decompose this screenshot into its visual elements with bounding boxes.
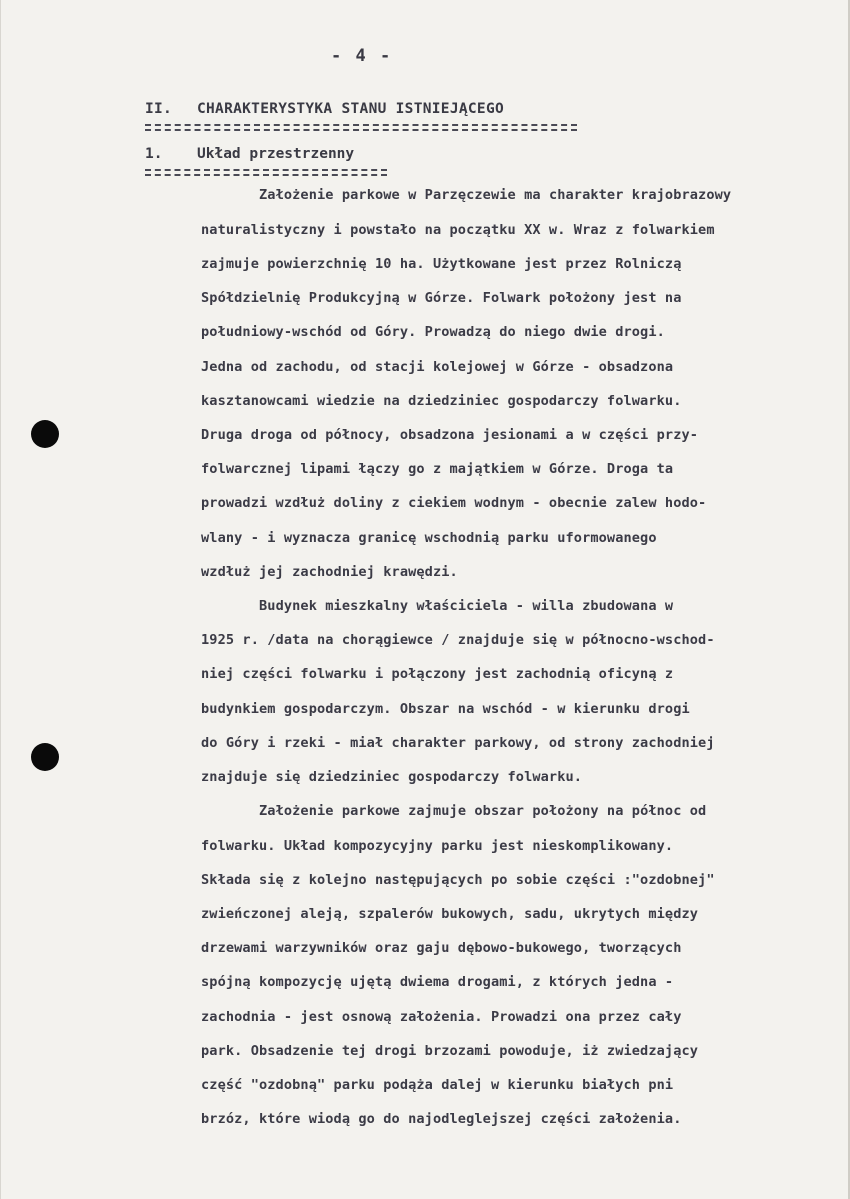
text-line: Budynek mieszkalny właściciela - willa zbudowana w	[259, 598, 674, 614]
text-line: zwieńczonej aleją, szpalerów bukowych, sadu, ukrytych między	[201, 906, 699, 922]
text-line: folwarku. Układ kompozycyjny parku jest nieskomplikowany.	[201, 838, 674, 854]
section-underline	[145, 124, 577, 126]
text-line: część "ozdobną" parku podąża dalej w kierunku białych pni	[201, 1077, 674, 1093]
text-line: zajmuje powierzchnię 10 ha. Użytkowane jest przez Rolniczą	[201, 256, 682, 272]
text-line: Założenie parkowe zajmuje obszar położony na północ od	[259, 803, 707, 819]
text-line: niej części folwarku i połączony jest zachodnią oficyną z	[201, 666, 674, 682]
subsection-number: 1.	[145, 146, 163, 162]
subsection-heading	[145, 146, 354, 162]
text-line: Założenie parkowe w Parzęczewie ma charakter krajobrazowy	[259, 187, 732, 203]
text-line: zachodnia - jest osnową założenia. Prowadzi ona przez cały	[201, 1009, 682, 1025]
section-underline	[145, 129, 577, 131]
text-line: 1925 r. /data na chorągiewce / znajduje się w północno-wschod-	[201, 632, 715, 648]
text-line: wlany - i wyznacza granicę wschodnią parku uformowanego	[201, 530, 657, 546]
punch-hole	[31, 743, 59, 771]
text-line: park. Obsadzenie tej drogi brzozami powoduje, iż zwiedzający	[201, 1043, 699, 1059]
text-line: naturalistyczny i powstało na początku XX w. Wraz z folwarkiem	[201, 222, 715, 238]
text-line: prowadzi wzdłuż doliny z ciekiem wodnym - obecnie zalew hodo-	[201, 495, 707, 511]
text-line: Spółdzielnię Produkcyjną w Górze. Folwark położony jest na	[201, 290, 682, 306]
subsection-title: Układ przestrzenny	[197, 146, 355, 162]
text-line: Składa się z kolejno następujących po sobie części :"ozdobnej"	[201, 872, 715, 888]
text-line: Jedna od zachodu, od stacji kolejowej w Górze - obsadzona	[201, 359, 674, 375]
text-line: znajduje się dziedziniec gospodarczy folwarku.	[201, 769, 583, 785]
subsection-underline	[145, 174, 387, 176]
section-heading	[145, 101, 504, 117]
text-line: drzewami warzywników oraz gaju dębowo-bukowego, tworzących	[201, 940, 682, 956]
text-line: południowy-wschód od Góry. Prowadzą do niego dwie drogi.	[201, 324, 665, 340]
punch-hole	[31, 420, 59, 448]
section-title: CHARAKTERYSTYKA STANU ISTNIEJĄCEGO	[197, 101, 505, 117]
text-line: do Góry i rzeki - miał charakter parkowy, od strony zachodniej	[201, 735, 715, 751]
text-line: budynkiem gospodarczym. Obszar na wschód - w kierunku drogi	[201, 701, 690, 717]
text-line: kasztanowcami wiedzie na dziedziniec gospodarczy folwarku.	[201, 393, 682, 409]
text-line: folwarcznej lipami łączy go z majątkiem w Górze. Droga ta	[201, 461, 674, 477]
text-line: brzóz, które wiodą go do najodleglejszej części założenia.	[201, 1111, 682, 1127]
text-line: Druga droga od północy, obsadzona jesionami a w części przy-	[201, 427, 699, 443]
subsection-underline	[145, 169, 387, 171]
section-number: II.	[145, 101, 173, 117]
text-line: spójną kompozycję ujętą dwiema drogami, z których jedna -	[201, 974, 674, 990]
page-number: - 4 -	[331, 46, 393, 66]
text-line: wzdłuż jej zachodniej krawędzi.	[201, 564, 458, 580]
